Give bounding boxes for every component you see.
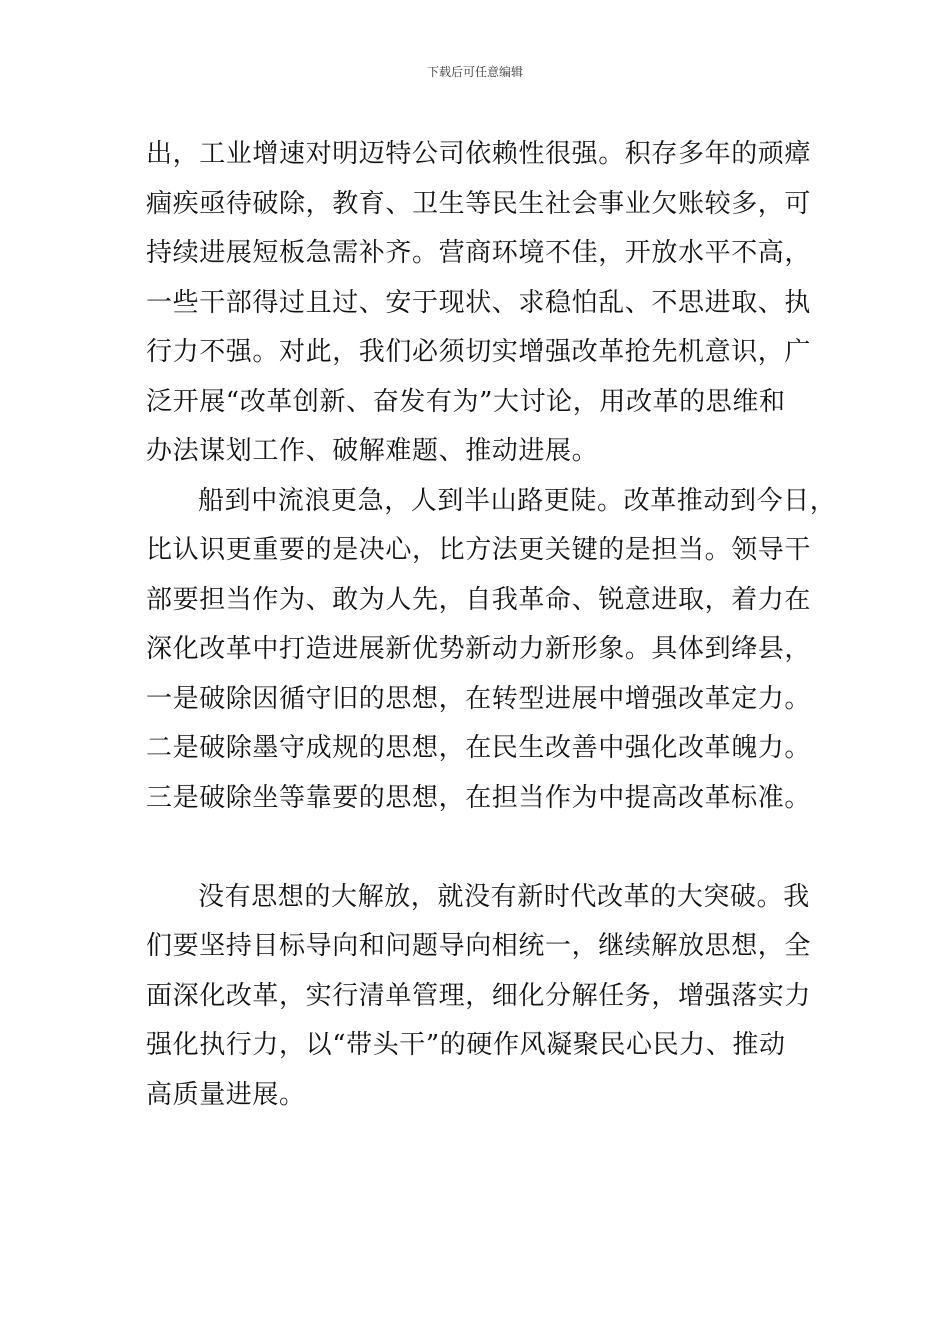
text-line: 痼疾亟待破除，教育、卫生等民生社会事业欠账较多，可	[146, 188, 812, 219]
body-text	[146, 130, 836, 1120]
text-line: 面深化改革，实行清单管理，细化分解任务，增强落实力	[146, 980, 812, 1011]
text-line: 持续进展短板急需补齐。营商环境不佳，开放水平不高，	[146, 238, 812, 268]
text-line: 们要坚持目标导向和问题导向相统一，继续解放思想，全	[146, 931, 812, 961]
text-line: 强化执行力，以“带头干”的硬作风凝聚民心民力、推动	[146, 1030, 786, 1060]
text-line: 行力不强。对此，我们必须切实增强改革抢先机意识，广	[146, 337, 812, 367]
header-note: 下载后可任意编辑	[426, 65, 523, 79]
paragraph	[146, 873, 836, 1121]
text-line: 没有思想的大解放，就没有新时代改革的大突破。我	[198, 881, 810, 912]
text-line: 深化改革中打造进展新优势新动力新形象。具体到绛县，	[146, 634, 812, 664]
text-line: 高质量进展。	[146, 1079, 306, 1110]
text-line: 比认识更重要的是决心，比方法更关键的是担当。领导干	[146, 535, 812, 565]
text-line: 船到中流浪更急，人到半山路更陡。改革推动到今日，	[198, 485, 837, 516]
text-line: 泛开展“改革创新、奋发有为”大讨论，用改革的思维和	[146, 386, 786, 417]
text-line: 一些干部得过且过、安于现状、求稳怕乱、不思进取、执	[146, 287, 812, 318]
text-line: 部要担当作为、敢为人先，自我革命、锐意进取，着力在	[146, 584, 812, 615]
text-line: 二是破除墨守成规的思想，在民生改善中强化改革魄力。	[146, 733, 812, 763]
text-line: 一是破除因循守旧的思想，在转型进展中增强改革定力。	[146, 683, 812, 714]
text-line: 三是破除坐等靠要的思想，在担当作为中提高改革标准。	[146, 782, 812, 813]
text-line: 办法谋划工作、破解难题、推动进展。	[146, 436, 599, 466]
paragraph	[146, 477, 836, 873]
paragraph	[146, 130, 836, 477]
text-line	[146, 823, 836, 873]
text-line: 出，工业增速对明迈特公司依赖性很强。积存多年的顽瘴	[146, 139, 812, 169]
